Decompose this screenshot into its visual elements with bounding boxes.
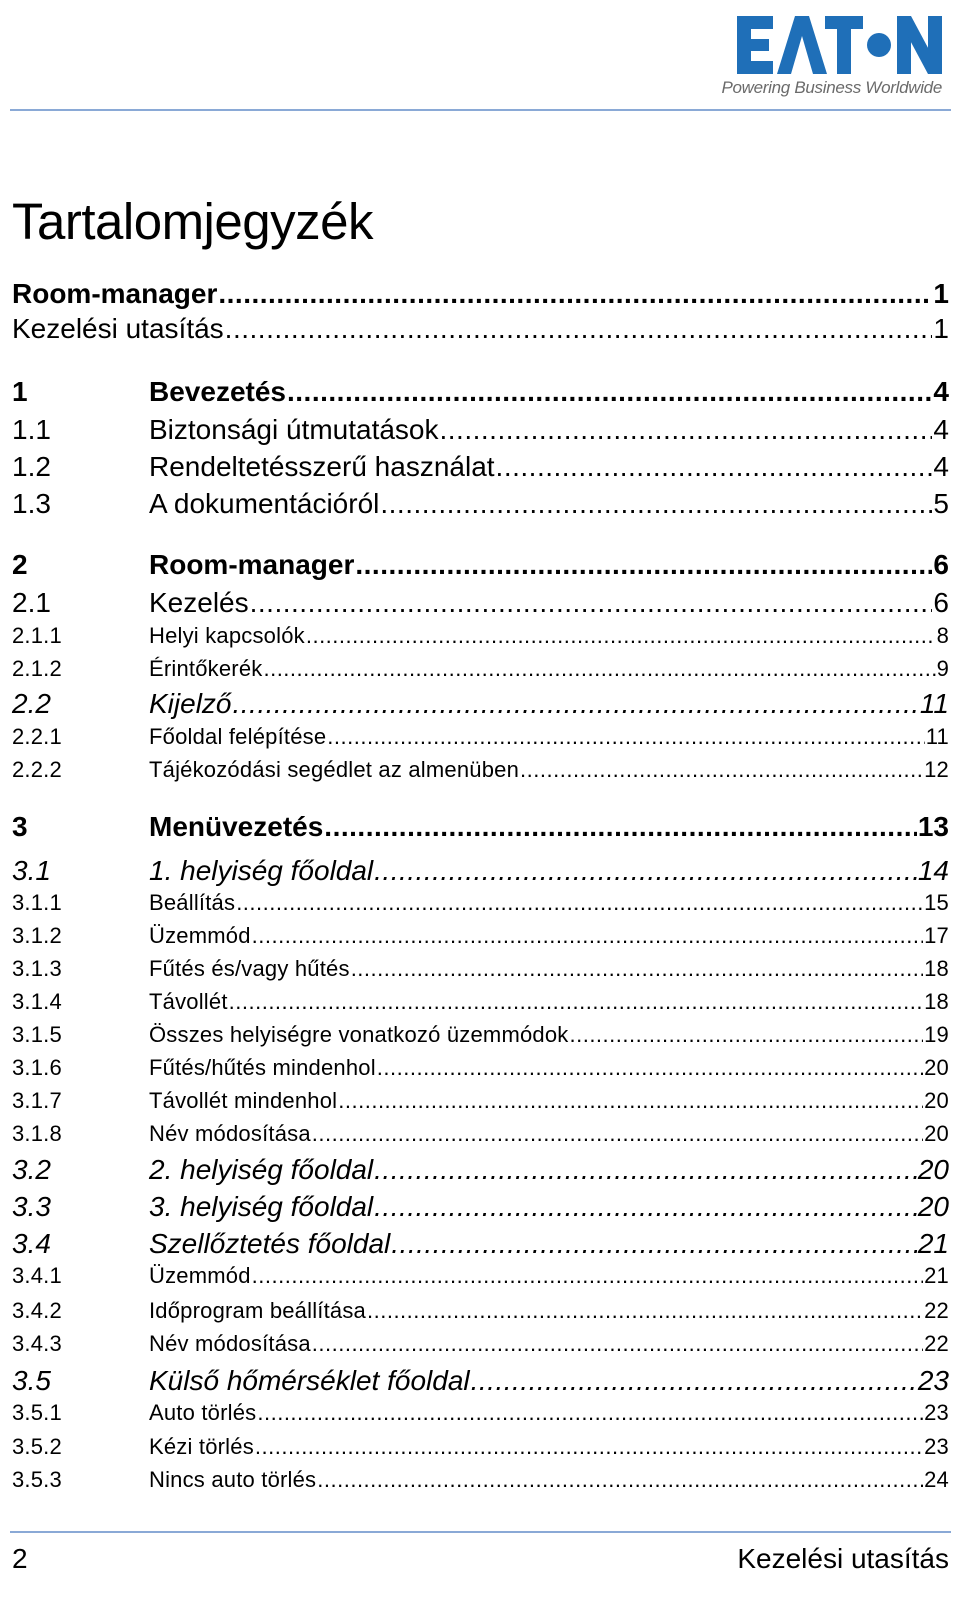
toc-entry-page: 24 xyxy=(924,1467,949,1492)
toc-entry-number: 1.1 xyxy=(12,414,51,445)
toc-entry-title: Kézi törlés xyxy=(149,1434,254,1459)
toc-entry-title: Üzemmód xyxy=(149,1263,251,1288)
toc-dot-leader xyxy=(252,1263,923,1289)
toc-entry-title: Kezelési utasítás xyxy=(12,313,224,344)
toc-dot-leader xyxy=(317,1467,923,1493)
toc-entry-number: 3.4.1 xyxy=(12,1263,62,1288)
toc-entry-title: A dokumentációról xyxy=(149,488,380,519)
toc-entry-page: 18 xyxy=(924,956,949,981)
toc-dot-leader xyxy=(232,688,918,720)
toc-dot-leader xyxy=(374,1191,917,1223)
toc-entry[interactable] xyxy=(12,1022,949,1048)
toc-entry-title: Érintőkerék xyxy=(149,656,263,681)
toc-entry-page: 22 xyxy=(924,1298,949,1323)
toc-entry[interactable] xyxy=(12,376,949,408)
toc-dot-leader xyxy=(351,956,923,982)
toc-entry-number: 3.3 xyxy=(12,1191,51,1222)
toc-entry-title: Főoldal felépítése xyxy=(149,724,327,749)
toc-entry-title: Név módosítása xyxy=(149,1121,311,1146)
toc-entry-page: 12 xyxy=(924,757,949,782)
toc-entry[interactable] xyxy=(12,1055,949,1081)
toc-entry-title: Név módosítása xyxy=(149,1331,311,1356)
toc-entry[interactable] xyxy=(12,1331,949,1357)
toc-dot-leader xyxy=(255,1434,923,1460)
toc-entry-title: Kezelés xyxy=(149,587,249,618)
toc-entry-page: 4 xyxy=(933,451,949,482)
toc-entry-page: 21 xyxy=(917,1228,949,1259)
toc-dot-leader xyxy=(324,811,917,843)
logo-tagline: Powering Business Worldwide xyxy=(721,78,942,97)
page-title: Tartalomjegyzék xyxy=(12,193,373,250)
toc-entry-title: Room-manager xyxy=(149,549,355,580)
toc-entry-title: Auto törlés xyxy=(149,1400,257,1425)
toc-entry[interactable] xyxy=(12,549,949,581)
toc-dot-leader xyxy=(569,1022,923,1048)
toc-entry-number: 3.4 xyxy=(12,1228,51,1259)
toc-dot-leader xyxy=(377,1055,923,1081)
toc-entry[interactable] xyxy=(12,488,949,520)
toc-entry-number: 3.1.4 xyxy=(12,989,62,1014)
toc-entry-page: 1 xyxy=(933,278,949,309)
toc-entry-page: 23 xyxy=(924,1400,949,1425)
toc-entry-page: 23 xyxy=(917,1365,949,1396)
toc-entry-page: 4 xyxy=(933,376,949,407)
toc-entry-number: 2.1.2 xyxy=(12,656,62,681)
toc-entry-title: Rendeltetésszerű használat xyxy=(149,451,495,482)
toc-dot-leader xyxy=(250,587,933,619)
toc-entry-number: 2.2.2 xyxy=(12,757,62,782)
toc-entry-number: 3.2 xyxy=(12,1154,51,1185)
toc-entry-page: 17 xyxy=(924,923,949,948)
toc-dot-leader xyxy=(327,724,924,750)
toc-entry-number: 3.1.5 xyxy=(12,1022,62,1047)
toc-entry[interactable] xyxy=(12,1088,949,1114)
toc-entry-title: 1. helyiség főoldal xyxy=(149,855,374,886)
eaton-logo-mark xyxy=(737,14,942,76)
toc-entry[interactable] xyxy=(12,1365,949,1397)
toc-entry[interactable] xyxy=(12,313,949,345)
toc-entry-number: 1.3 xyxy=(12,488,51,519)
toc-entry-title: Külső hőmérséklet főoldal xyxy=(149,1365,470,1396)
toc-entry-number: 2.2.1 xyxy=(12,724,62,749)
toc-entry-title: Menüvezetés xyxy=(149,811,324,842)
toc-entry[interactable] xyxy=(12,1154,949,1186)
toc-entry[interactable] xyxy=(12,757,949,783)
toc-dot-leader xyxy=(236,890,923,916)
toc-entry-title: Beállítás xyxy=(149,890,236,915)
toc-dot-leader xyxy=(380,488,932,520)
toc-entry-title: Időprogram beállítása xyxy=(149,1298,366,1323)
toc-dot-leader xyxy=(391,1228,917,1260)
toc-entry[interactable] xyxy=(12,1121,949,1147)
toc-entry-number: 3.4.2 xyxy=(12,1298,62,1323)
toc-entry-page: 23 xyxy=(924,1434,949,1459)
toc-entry-number: 3.1.1 xyxy=(12,890,62,915)
toc-dot-leader xyxy=(218,278,932,310)
toc-entry-number: 3.1.7 xyxy=(12,1088,62,1113)
toc-dot-leader xyxy=(338,1088,923,1114)
toc-entry-title: Távollét mindenhol xyxy=(149,1088,338,1113)
toc-entry-title: 2. helyiség főoldal xyxy=(149,1154,374,1185)
toc-entry-number: 1 xyxy=(12,376,28,407)
toc-dot-leader xyxy=(225,313,933,345)
toc-entry-number: 2.1.1 xyxy=(12,623,62,648)
toc-entry-page: 20 xyxy=(924,1088,949,1113)
toc-entry[interactable] xyxy=(12,811,949,843)
toc-dot-leader xyxy=(367,1298,923,1324)
toc-dot-leader xyxy=(306,623,936,649)
toc-dot-leader xyxy=(312,1331,923,1357)
toc-dot-leader xyxy=(257,1400,923,1426)
toc-entry-title: Összes helyiségre vonatkozó üzemmódok xyxy=(149,1022,569,1047)
toc-entry[interactable] xyxy=(12,656,949,682)
toc-entry-number: 3.1.2 xyxy=(12,923,62,948)
footer-page-number: 2 xyxy=(12,1543,28,1574)
eaton-logo xyxy=(660,14,942,98)
toc-dot-leader xyxy=(229,989,923,1015)
toc-dot-leader xyxy=(312,1121,923,1147)
toc-entry-page: 9 xyxy=(936,656,949,681)
toc-entry-number: 2.2 xyxy=(12,688,51,719)
toc-entry-page: 19 xyxy=(924,1022,949,1047)
toc-entry-page: 21 xyxy=(924,1263,949,1288)
toc-entry-title: Távollét xyxy=(149,989,228,1014)
toc-entry-page: 22 xyxy=(924,1331,949,1356)
toc-entry-title: Szellőztetés főoldal xyxy=(149,1228,391,1259)
toc-entry-page: 15 xyxy=(924,890,949,915)
header-rule xyxy=(10,109,951,111)
toc-entry-page: 20 xyxy=(917,1154,949,1185)
toc-entry-page: 5 xyxy=(933,488,949,519)
toc-entry-number: 1.2 xyxy=(12,451,51,482)
toc-entry-number: 3.1.6 xyxy=(12,1055,62,1080)
toc-dot-leader xyxy=(287,376,932,408)
toc-entry[interactable] xyxy=(12,989,949,1015)
toc-entry-number: 2.1 xyxy=(12,587,51,618)
toc-entry-page: 18 xyxy=(924,989,949,1014)
toc-entry-title: Tájékozódási segédlet az almenüben xyxy=(149,757,520,782)
toc-entry-number: 3.5.1 xyxy=(12,1400,62,1425)
toc-entry-title: Fűtés/hűtés mindenhol xyxy=(149,1055,376,1080)
toc-entry[interactable] xyxy=(12,1400,949,1426)
toc-entry-page: 8 xyxy=(936,623,949,648)
toc-entry[interactable] xyxy=(12,1434,949,1460)
toc-entry-title: Room-manager xyxy=(12,278,218,309)
toc-entry-number: 3.4.3 xyxy=(12,1331,62,1356)
toc-entry-number: 3.1 xyxy=(12,855,51,886)
toc-entry-page: 13 xyxy=(917,811,949,842)
toc-dot-leader xyxy=(374,1154,917,1186)
toc-entry[interactable] xyxy=(12,923,949,949)
toc-entry-page: 6 xyxy=(933,549,949,580)
toc-entry[interactable] xyxy=(12,587,949,619)
toc-dot-leader xyxy=(496,451,933,483)
toc-entry[interactable] xyxy=(12,1228,949,1260)
toc-entry-number: 3.1.8 xyxy=(12,1121,62,1146)
toc-dot-leader xyxy=(471,1365,917,1397)
toc-entry-page: 4 xyxy=(933,414,949,445)
toc-dot-leader xyxy=(440,414,933,446)
toc-entry-number: 3.5.3 xyxy=(12,1467,62,1492)
toc-dot-leader xyxy=(252,923,923,949)
toc-entry-page: 20 xyxy=(917,1191,949,1222)
toc-entry[interactable] xyxy=(12,414,949,446)
toc-dot-leader xyxy=(355,549,932,581)
toc-entry-title: Biztonsági útmutatások xyxy=(149,414,439,445)
toc-entry-title: Nincs auto törlés xyxy=(149,1467,317,1492)
toc-entry-page: 20 xyxy=(924,1055,949,1080)
footer-rule xyxy=(10,1531,951,1533)
toc-entry-title: 3. helyiség főoldal xyxy=(149,1191,374,1222)
toc-entry-title: Kijelző xyxy=(149,688,232,719)
toc-entry[interactable] xyxy=(12,451,949,483)
toc-entry-number: 3.5.2 xyxy=(12,1434,62,1459)
toc-entry-title: Helyi kapcsolók xyxy=(149,623,305,648)
toc-entry-title: Fűtés és/vagy hűtés xyxy=(149,956,350,981)
toc-entry[interactable] xyxy=(12,890,949,916)
toc-dot-leader xyxy=(520,757,923,783)
toc-entry[interactable] xyxy=(12,724,949,750)
toc-dot-leader xyxy=(374,855,917,887)
toc-entry-number: 3.5 xyxy=(12,1365,51,1396)
toc-entry[interactable] xyxy=(12,623,949,649)
toc-entry-page: 20 xyxy=(924,1121,949,1146)
toc-entry-number: 3 xyxy=(12,811,28,842)
toc-entry-page: 1 xyxy=(933,313,949,344)
toc-entry[interactable] xyxy=(12,855,949,887)
toc-entry[interactable] xyxy=(12,1467,949,1493)
toc-dot-leader xyxy=(263,656,935,682)
toc-entry-page: 14 xyxy=(917,855,949,886)
toc-entry-number: 3.1.3 xyxy=(12,956,62,981)
toc-entry-number: 2 xyxy=(12,549,28,580)
toc-entry[interactable] xyxy=(12,956,949,982)
toc-entry[interactable] xyxy=(12,688,949,720)
toc-entry-title: Üzemmód xyxy=(149,923,251,948)
toc-entry[interactable] xyxy=(12,1298,949,1324)
toc-entry-page: 6 xyxy=(933,587,949,618)
toc-entry[interactable] xyxy=(12,1191,949,1223)
toc-entry-page: 11 xyxy=(919,688,949,719)
toc-entry-title: Bevezetés xyxy=(149,376,286,407)
footer-document-name: Kezelési utasítás xyxy=(737,1543,949,1574)
toc-entry-page: 11 xyxy=(925,724,949,749)
toc-entry[interactable] xyxy=(12,1263,949,1289)
toc-entry[interactable] xyxy=(12,278,949,310)
